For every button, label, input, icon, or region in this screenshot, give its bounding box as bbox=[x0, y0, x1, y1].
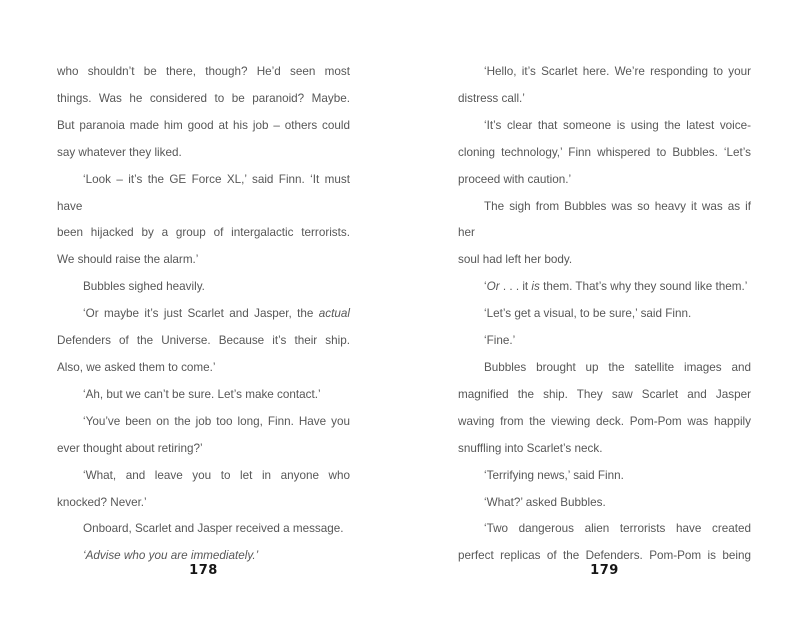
text-segment: knocked? Never.’ bbox=[57, 495, 147, 509]
text-line bbox=[57, 140, 350, 167]
text-line bbox=[57, 59, 350, 86]
text-line bbox=[458, 113, 751, 140]
text-line bbox=[57, 436, 350, 463]
text-line bbox=[458, 516, 751, 543]
text-line bbox=[458, 490, 751, 517]
text-segment: snuffling into Scarlet’s neck. bbox=[458, 441, 603, 455]
text-segment: soul had left her body. bbox=[458, 253, 573, 267]
text-segment: waving from the viewing deck. Pom-Pom was happily bbox=[458, 414, 751, 428]
text-segment: But paranoia made him good at his job – others could bbox=[57, 118, 350, 132]
text-segment: . . . it bbox=[499, 280, 532, 294]
text-segment: ‘Terrifying news,’ said Finn. bbox=[484, 468, 624, 482]
text-line bbox=[458, 328, 751, 355]
text-line bbox=[57, 247, 350, 274]
text-line bbox=[458, 140, 751, 167]
text-segment: proceed with caution.’ bbox=[458, 172, 572, 186]
text-segment: ‘You’ve been on the job too long, Finn. Have you bbox=[83, 414, 350, 428]
text-line bbox=[458, 167, 751, 194]
text-line bbox=[57, 274, 350, 301]
text-segment: ‘It’s clear that someone is using the latest voice- bbox=[484, 118, 751, 132]
text-segment-italic: ‘Advise who you are immediately.’ bbox=[83, 549, 259, 563]
text-segment: ‘Fine.’ bbox=[484, 334, 516, 348]
text-line bbox=[57, 463, 350, 490]
text-segment: Bubbles sighed heavily. bbox=[83, 280, 205, 294]
text-segment-italic: actual bbox=[318, 307, 350, 321]
text-segment: ‘Hello, it’s Scarlet here. We’re responding to your bbox=[484, 65, 751, 78]
text-segment-italic: Or bbox=[486, 280, 500, 294]
text-segment: We should raise the alarm.’ bbox=[57, 253, 199, 267]
book-page-left bbox=[57, 0, 350, 622]
text-line bbox=[458, 59, 751, 86]
text-segment: ‘Let’s get a visual, to be sure,’ said Finn. bbox=[484, 307, 692, 321]
text-line bbox=[458, 86, 751, 113]
text-segment: ‘Two dangerous alien terrorists have created bbox=[484, 522, 751, 536]
text-segment: ‘Or maybe it’s just Scarlet and Jasper, the bbox=[83, 307, 319, 321]
text-segment: ‘What?’ asked Bubbles. bbox=[484, 495, 606, 509]
text-segment: who shouldn’t be there, though? He’d seen most bbox=[57, 65, 350, 78]
text-segment: Also, we asked them to come.’ bbox=[57, 360, 216, 374]
text-segment: things. Was he considered to be paranoid? Maybe. bbox=[57, 91, 350, 105]
text-line bbox=[57, 328, 350, 355]
text-segment: ‘Ah, but we can’t be sure. Let’s make contact.’ bbox=[83, 387, 321, 401]
page-number-left: 178 bbox=[189, 563, 218, 578]
text-segment: Onboard, Scarlet and Jasper received a message. bbox=[83, 522, 344, 536]
text-segment: ‘Look – it’s the GE Force XL,’ said Finn. ‘It must have bbox=[57, 172, 350, 213]
text-segment: Defenders of the Universe. Because it’s their ship. bbox=[57, 334, 350, 348]
text-segment: ever thought about retiring?’ bbox=[57, 441, 203, 455]
text-line bbox=[57, 355, 350, 382]
text-segment: ‘ bbox=[484, 280, 487, 294]
text-segment: cloning technology,’ Finn whispered to Bubbles. ‘Let’s bbox=[458, 145, 751, 159]
text-line bbox=[458, 274, 751, 301]
book-page-right bbox=[458, 0, 751, 622]
text-segment: say whatever they liked. bbox=[57, 145, 182, 159]
text-line bbox=[458, 436, 751, 463]
text-line bbox=[57, 490, 350, 517]
text-line bbox=[458, 194, 751, 248]
text-line bbox=[57, 409, 350, 436]
text-segment-italic: is bbox=[531, 280, 540, 294]
text-segment: been hijacked by a group of intergalactic terrorists. bbox=[57, 226, 350, 240]
text-line bbox=[458, 382, 751, 409]
text-segment: magnified the ship. They saw Scarlet and Jasper bbox=[458, 387, 751, 401]
text-line bbox=[458, 355, 751, 382]
text-line bbox=[57, 516, 350, 543]
page-number-right: 179 bbox=[590, 563, 619, 578]
page-right-text bbox=[458, 59, 751, 570]
text-line bbox=[458, 409, 751, 436]
page-left-text bbox=[57, 59, 350, 570]
text-line bbox=[458, 247, 751, 274]
text-line bbox=[57, 220, 350, 247]
text-line bbox=[57, 86, 350, 113]
text-segment: them. That’s why they sound like them.’ bbox=[539, 280, 748, 294]
text-line bbox=[57, 167, 350, 221]
text-segment: perfect replicas of the Defenders. Pom-Pom is being bbox=[458, 549, 751, 563]
text-line bbox=[458, 463, 751, 490]
text-segment: distress call.’ bbox=[458, 91, 525, 105]
text-line bbox=[57, 382, 350, 409]
text-segment: Bubbles brought up the satellite images and bbox=[484, 360, 751, 374]
text-segment: The sigh from Bubbles was so heavy it was as if her bbox=[458, 199, 751, 240]
text-line bbox=[458, 301, 751, 328]
text-line bbox=[57, 301, 350, 328]
text-segment: ‘What, and leave you to let in anyone who bbox=[83, 468, 350, 482]
text-line bbox=[57, 113, 350, 140]
